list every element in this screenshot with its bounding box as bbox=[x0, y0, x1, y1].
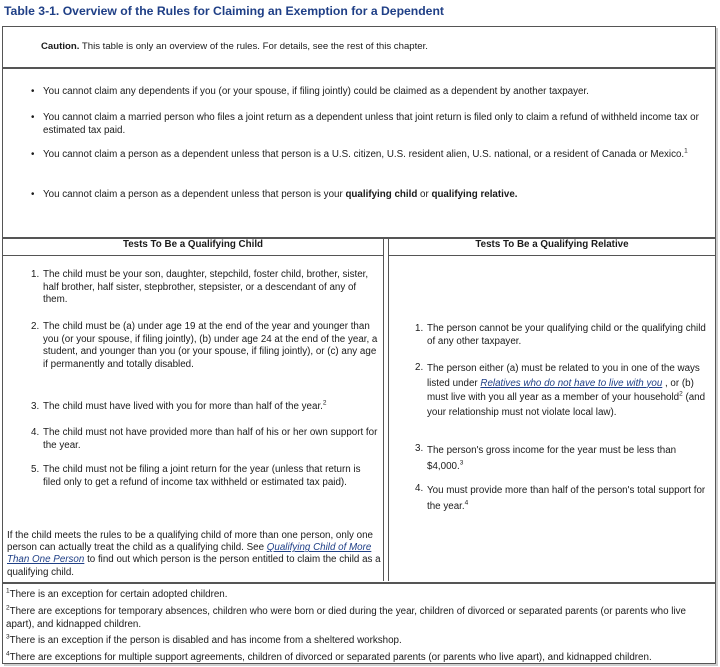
footnote-ref: 2 bbox=[679, 390, 683, 398]
test-number: 2. bbox=[31, 321, 40, 332]
footnote-text: There is an exception for certain adopted children. bbox=[9, 589, 228, 600]
table-title: Table 3-1. Overview of the Rules for Claiming an Exemption for a Dependent bbox=[4, 4, 444, 18]
bullet-icon: • bbox=[31, 189, 35, 200]
rule-text-pre: You cannot claim a person as a dependent unless that person is your bbox=[43, 189, 346, 200]
general-rule-text: You cannot claim a married person who files a joint return as a dependent unless that joint return is filed only to claim a refund of withheld income tax or estimated tax paid. bbox=[43, 112, 699, 137]
general-rule-text: You cannot claim any dependents if you (or your spouse, if filing jointly) could be claimed as a dependent by another taxpayer. bbox=[43, 86, 589, 97]
general-rules bbox=[3, 69, 715, 239]
footnote bbox=[6, 634, 712, 647]
qualifying-child-note bbox=[7, 530, 382, 579]
test-number: 4. bbox=[31, 427, 40, 438]
footnote-mark: 2 bbox=[6, 604, 10, 612]
caution-text bbox=[41, 41, 428, 52]
test-text bbox=[427, 483, 715, 515]
test-text: The child must not have provided more than half of his or her own support for the year. bbox=[43, 427, 378, 451]
test-number: 5. bbox=[31, 464, 40, 475]
test-text-mid: , or (b) must live with you all year as a member of your household bbox=[427, 377, 694, 404]
qualifying-child-more-than-one-link[interactable]: Qualifying Child of More Than One Person bbox=[7, 542, 372, 566]
footnote-mark: 3 bbox=[6, 633, 10, 641]
bullet-icon: • bbox=[31, 86, 35, 97]
test-number: 1. bbox=[31, 269, 40, 280]
footnote-text: There are exceptions for temporary absences, children who were born or died during the year, children of divorced or separated parents (or parents who live apart), and kidnapped children. bbox=[6, 606, 686, 630]
general-rule-text-body: You cannot claim a person as a dependent unless that person is a U.S. citizen, U.S. resident alien, U.S. national, or a resident of Canada or Mexico. bbox=[43, 149, 685, 160]
note-text-post: to find out which person is the person entitled to claim the child as a qualifying child. bbox=[7, 554, 381, 578]
bullet-icon: • bbox=[31, 112, 35, 123]
footnote bbox=[6, 605, 712, 631]
footnote-text: There are exceptions for multiple support agreements, children of divorced or separated parents (or parents who live apart), and kidnapped children. bbox=[9, 652, 652, 663]
qualifying-child-heading: Tests To Be a Qualifying Child bbox=[3, 239, 383, 256]
test-number: 2. bbox=[415, 362, 424, 373]
rule-text-mid: or bbox=[417, 189, 432, 200]
caution-label: Caution. bbox=[41, 41, 80, 52]
test-text: The person cannot be your qualifying child or the qualifying child of any other taxpayer. bbox=[427, 323, 706, 347]
footnote-mark: 4 bbox=[6, 650, 10, 658]
qualifying-relative-heading: Tests To Be a Qualifying Relative bbox=[389, 239, 715, 256]
test-text bbox=[427, 443, 715, 475]
footnote-ref: 2 bbox=[322, 399, 327, 407]
test-number: 4. bbox=[415, 483, 424, 494]
column-divider bbox=[388, 239, 389, 581]
note-text-pre: If the child meets the rules to be a qualifying child of more than one person, only one person can actually treat the child as a qualifying child. See bbox=[7, 530, 373, 554]
footnote-ref: 3 bbox=[459, 459, 464, 467]
caution-body: This table is only an overview of the rules. For details, see the rest of this chapter. bbox=[79, 41, 428, 52]
test-text: The child must be your son, daughter, stepchild, foster child, brother, sister, half brother, half sister, stepbrother, stepsister, or a descendant of any of them. bbox=[43, 269, 369, 306]
footnote-ref: 4 bbox=[464, 499, 469, 507]
footnote-mark: 1 bbox=[6, 587, 10, 595]
bullet-icon: • bbox=[31, 149, 35, 160]
footnote bbox=[6, 588, 712, 601]
test-number: 3. bbox=[415, 443, 424, 454]
relatives-not-living-with-you-link[interactable]: Relatives who do not have to live with you bbox=[480, 377, 663, 389]
test-text: The child must not be filing a joint return for the year (unless that return is filed only to get a refund of income tax withheld or estimated tax paid). bbox=[43, 464, 361, 488]
test-text-body: You must provide more than half of the person's total support for the year. bbox=[427, 485, 706, 512]
footnote-ref: 1 bbox=[684, 147, 688, 155]
test-number: 1. bbox=[415, 323, 424, 334]
footnote-text: There is an exception if the person is disabled and has income from a sheltered workshop. bbox=[9, 635, 402, 646]
test-text-pre: The person either (a) must be related to you in one of the ways listed under bbox=[427, 363, 700, 389]
general-rule-text bbox=[43, 148, 719, 161]
qualifying-relative-term: qualifying relative. bbox=[431, 189, 518, 200]
test-number: 3. bbox=[31, 401, 40, 412]
column-divider bbox=[383, 239, 384, 581]
rules-table bbox=[2, 26, 716, 664]
test-text bbox=[43, 401, 379, 414]
footnote bbox=[6, 651, 712, 664]
qualifying-child-term: qualifying child bbox=[345, 189, 418, 200]
test-text: The child must be (a) under age 19 at the end of the year and younger than you (or your spouse, if filing jointly), (b) under age 24 at the end of the year, a student, and younger than you (or your spouse, if filing jointly), or (c) any age if permanently and totally disabled. bbox=[43, 321, 378, 370]
caution-row bbox=[3, 27, 715, 69]
test-text-body: The child must have lived with you for more than half of the year. bbox=[43, 401, 323, 412]
footnotes bbox=[3, 582, 715, 665]
test-text-body: The person's gross income for the year must be less than $4,000. bbox=[427, 445, 677, 472]
test-text-post: (and your relationship must not violate local law). bbox=[427, 392, 706, 418]
general-rule-text bbox=[43, 188, 719, 201]
test-text bbox=[427, 362, 715, 420]
